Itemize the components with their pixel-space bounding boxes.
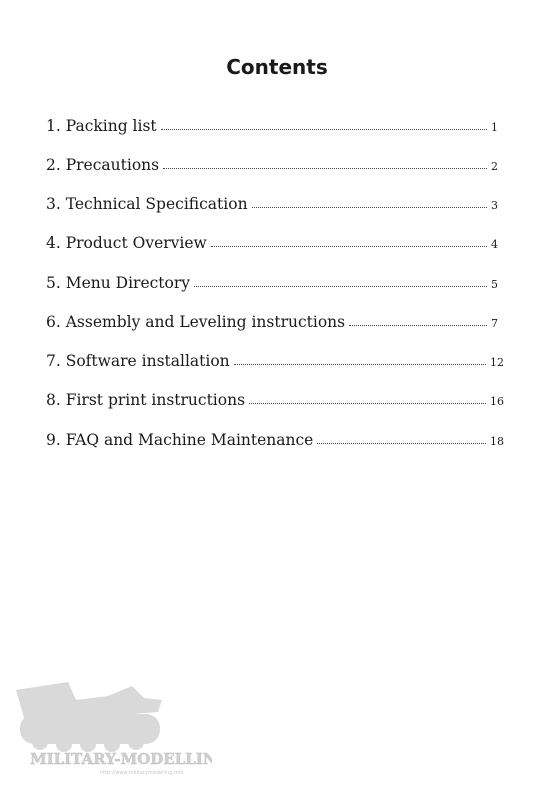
toc-entry-label: 9. FAQ and Machine Maintenance [46,431,314,449]
toc-entry-label: 1. Packing list [46,117,157,135]
toc-entry-label: 5. Menu Directory [46,274,191,292]
dot-leader [194,285,487,287]
toc-entry-label: 4. Product Overview [46,234,207,252]
watermark-brand-text: MILITARY-MODELLING [30,750,212,768]
watermark-url-text: http://www.militarymodelling.info [100,770,184,776]
toc-entry-page: 3 [491,199,498,212]
toc-entry-page: 5 [491,278,498,291]
dot-leader [211,245,487,247]
toc-entry-software-installation[interactable] [46,351,504,371]
page-title: Contents [226,55,328,79]
toc-entry-page: 1 [491,121,498,134]
toc-entry-page: 16 [490,395,504,408]
toc-entry-label: 3. Technical Specification [46,195,248,213]
toc-entry-first-print[interactable] [46,390,504,410]
toc-entry-packing-list[interactable] [46,116,498,136]
dot-leader [349,324,487,326]
toc-entry-technical-specification[interactable] [46,194,498,214]
toc-entry-page: 2 [491,160,498,173]
toc-entry-label: 7. Software installation [46,352,230,370]
toc-entry-menu-directory[interactable] [46,273,498,293]
toc-entry-assembly-leveling[interactable] [46,312,498,332]
dot-leader [252,206,487,208]
dot-leader [161,128,487,130]
toc-entry-page: 7 [491,317,498,330]
toc-entry-precautions[interactable] [46,155,498,175]
toc-entry-page: 18 [490,435,504,448]
dot-leader [163,167,487,169]
dot-leader [234,363,486,365]
toc-entry-label: 8. First print instructions [46,391,246,409]
watermark-logo [12,678,212,778]
dot-leader [317,442,486,444]
toc-entry-product-overview[interactable] [46,233,498,253]
dot-leader [249,402,486,404]
tank-silhouette-icon [12,678,212,778]
toc-entry-label: 2. Precautions [46,156,160,174]
toc-entry-faq-maintenance[interactable] [46,430,504,450]
toc-entry-label: 6. Assembly and Leveling instructions [46,313,346,331]
toc-entry-page: 12 [490,356,504,369]
toc-entry-page: 4 [491,238,498,251]
